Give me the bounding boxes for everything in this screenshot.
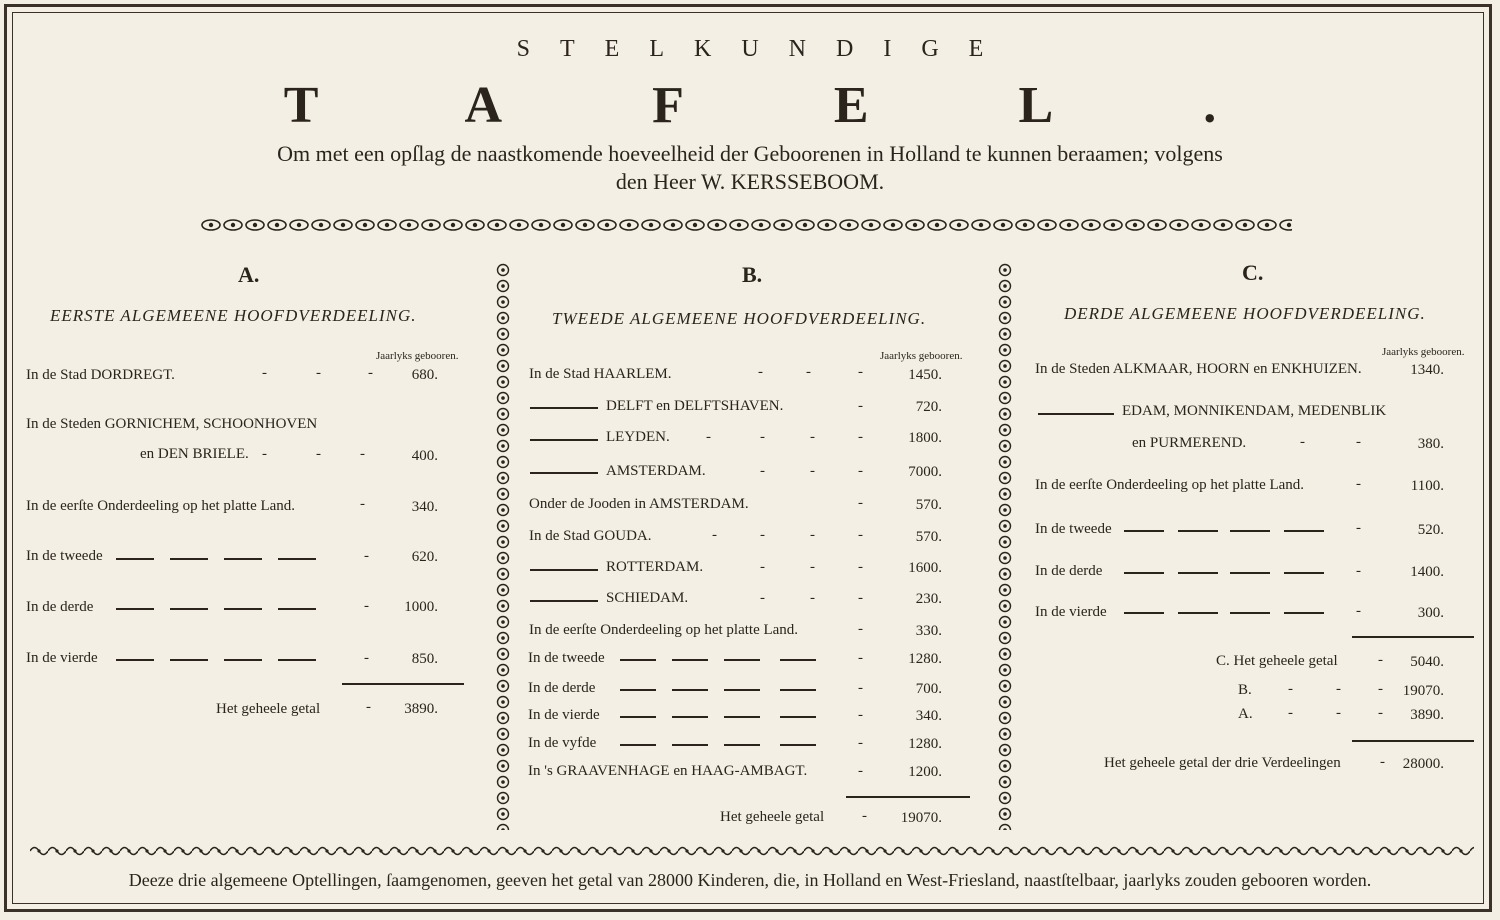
leader-dot: - — [810, 429, 815, 445]
col-b-row-value: 570. — [915, 529, 942, 545]
col-b-row-label: In 's GRAAVENHAGE en HAAG-AMBAGT. — [528, 763, 808, 779]
dash-rule — [1178, 612, 1218, 614]
col-b-heading: TWEEDE ALGEMEENE HOOFDVERDEELING. — [552, 309, 927, 328]
col-b-row-label: In de Stad GOUDA. — [529, 528, 652, 544]
col-a-row-label: In de derde — [26, 599, 94, 615]
leader-dot: - — [364, 650, 369, 666]
dash-rule — [780, 689, 816, 691]
leader-dot: - — [1378, 681, 1383, 697]
col-c-summary-value: 3890. — [1410, 707, 1444, 723]
col-a-row-label: en DEN BRIELE. — [140, 446, 249, 462]
col-a-row-label: In de eerſte Onderdeeling op het platte Land. — [26, 498, 296, 514]
col-b-row-label: Onder de Jooden in AMSTERDAM. — [529, 496, 749, 512]
leader-dot: - — [806, 364, 811, 380]
col-b-row-value: 340. — [915, 708, 942, 724]
col-a-row-value: 680. — [411, 367, 438, 383]
leader-dot: - — [858, 707, 863, 723]
left-column-divider — [494, 262, 512, 830]
leader-dot: - — [760, 590, 765, 606]
col-c-row-label: In de derde — [1035, 563, 1103, 579]
col-c-summary-label: C. Het geheele getal — [1216, 653, 1338, 669]
col-b-row-label: DELFT en DELFTSHAVEN. — [606, 398, 784, 414]
dash-rule — [224, 558, 262, 560]
leader-dot: - — [858, 463, 863, 479]
col-c-summary-label: B. — [1238, 682, 1252, 698]
subtitle-line-1: Om met een opſlag de naastkomende hoeveelheid der Geboorenen in Holland te kunnen beraamen; volgens — [277, 141, 1223, 166]
leader-dot: - — [1356, 563, 1361, 579]
dash-rule — [1124, 612, 1164, 614]
col-b-row-label: In de vyfde — [528, 735, 597, 751]
leader-dot: - — [810, 590, 815, 606]
leader-dot: - — [858, 429, 863, 445]
col-b-row-value: 230. — [915, 591, 942, 607]
leader-dot: - — [858, 763, 863, 779]
dash-rule — [1178, 530, 1218, 532]
col-c-summary-label: A. — [1238, 706, 1253, 722]
leader-dot: - — [858, 680, 863, 696]
col-c-value-header: Jaarlyks gebooren. — [1382, 346, 1465, 358]
col-a-row-label: In de tweede — [26, 548, 103, 564]
ornament-pattern-bottom — [30, 842, 1474, 860]
dash-rule — [672, 689, 708, 691]
col-b-row-value: 1280. — [908, 651, 942, 667]
dash-rule — [724, 659, 760, 661]
col-c-heading: DERDE ALGEMEENE HOOFDVERDEELING. — [1064, 304, 1426, 323]
leader-dot: - — [760, 463, 765, 479]
leader-dot: - — [364, 548, 369, 564]
leader-dot: - — [810, 527, 815, 543]
col-c-row-value: 380. — [1417, 436, 1444, 452]
col-b-row-value: 1450. — [908, 367, 942, 383]
subtitle-line-2: den Heer W. KERSSEBOOM. — [615, 169, 885, 194]
col-a-row-label: In de Steden GORNICHEM, SCHOONHOVEN — [26, 416, 318, 432]
dash-rule — [170, 558, 208, 560]
right-column-divider — [996, 262, 1014, 830]
col-b-row-value: 330. — [915, 623, 942, 639]
leader-dot: - — [1380, 754, 1385, 770]
leader-dot: - — [1378, 705, 1383, 721]
title-main: TAFEL. — [283, 77, 1367, 134]
col-b-row-label: In de eerſte Onderdeeling op het platte Land. — [529, 622, 799, 638]
leader-dot: - — [810, 463, 815, 479]
col-a-row-value: 620. — [411, 549, 438, 565]
dash-rule — [1284, 530, 1324, 532]
col-b-row-value: 1600. — [908, 560, 942, 576]
leader-dot: - — [1288, 681, 1293, 697]
leader-dot: - — [858, 398, 863, 414]
leader-dot: - — [760, 559, 765, 575]
dash-rule — [1284, 612, 1324, 614]
dash-rule — [116, 659, 154, 661]
leader-dot: - — [858, 364, 863, 380]
col-c-row-label: EDAM, MONNIKENDAM, MEDENBLIK — [1122, 403, 1387, 419]
col-c-row-value: 1400. — [1410, 564, 1444, 580]
leader-dot: - — [316, 365, 321, 381]
ditto-rule — [530, 600, 598, 602]
col-a-row-label: In de Stad DORDREGT. — [26, 367, 175, 383]
sum-rule — [846, 796, 970, 798]
dash-rule — [1124, 530, 1164, 532]
ditto-rule — [530, 407, 598, 409]
dash-rule — [224, 608, 262, 610]
dash-rule — [1230, 572, 1270, 574]
col-b-row-value: 570. — [915, 497, 942, 513]
col-b-row-label: In de derde — [528, 680, 596, 696]
ditto-rule — [530, 472, 598, 474]
top-ornament — [200, 214, 1292, 236]
col-c-row-label: In de tweede — [1035, 521, 1112, 537]
leader-dot: - — [262, 446, 267, 462]
col-a-row-value: 850. — [411, 651, 438, 667]
col-b-value-header: Jaarlyks gebooren. — [880, 350, 963, 362]
col-c-row-value: 1100. — [1410, 478, 1444, 494]
leader-dot: - — [858, 735, 863, 751]
leader-dot: - — [1356, 476, 1361, 492]
col-b-total-label: Het geheele getal — [720, 809, 825, 825]
leader-dot: - — [1356, 434, 1361, 450]
leader-dot: - — [810, 559, 815, 575]
dash-rule — [224, 659, 262, 661]
leader-dot: - — [364, 598, 369, 614]
dash-rule — [620, 659, 656, 661]
dash-rule — [1178, 572, 1218, 574]
col-a-value-header: Jaarlyks gebooren. — [376, 350, 459, 362]
ornament-pattern — [200, 214, 1292, 236]
leader-dot: - — [1336, 705, 1341, 721]
title-top: STELKUNDIGE — [516, 36, 1014, 62]
leader-dot: - — [858, 590, 863, 606]
col-c-row-label: In de eerſte Onderdeeling op het platte Land. — [1035, 477, 1305, 493]
dash-rule — [1124, 572, 1164, 574]
col-b-row-value: 1200. — [908, 764, 942, 780]
col-c-letter: C. — [1242, 260, 1264, 285]
leader-dot: - — [368, 365, 373, 381]
col-b-letter: B. — [742, 262, 763, 287]
col-a-row-value: 400. — [411, 448, 438, 464]
ditto-rule — [1038, 413, 1114, 415]
dash-rule — [620, 689, 656, 691]
bottom-ornament — [30, 842, 1474, 860]
col-c-grand-value: 28000. — [1402, 756, 1444, 772]
col-b-row-label: LEYDEN. — [606, 429, 670, 445]
col-c-summary-value: 5040. — [1410, 654, 1444, 670]
col-b-row-label: ROTTERDAM. — [606, 559, 704, 575]
leader-dot: - — [366, 699, 371, 715]
col-b-row-value: 7000. — [908, 464, 942, 480]
dash-rule — [672, 659, 708, 661]
col-a-row-value: 1000. — [404, 599, 438, 615]
dash-rule — [170, 608, 208, 610]
dash-rule — [724, 716, 760, 718]
leader-dot: - — [1378, 652, 1383, 668]
leader-dot: - — [360, 446, 365, 462]
dash-rule — [620, 716, 656, 718]
footer-text: Deeze drie algemeene Optellingen, ſaamgenomen, geeven het getal van 28000 Kinderen, die, in Holland en West-Friesland, naastſtelbaar, jaarlyks zouden gebooren worden. — [128, 870, 1372, 890]
col-c-row-label: In de vierde — [1035, 604, 1107, 620]
leader-dot: - — [858, 527, 863, 543]
dash-rule — [724, 744, 760, 746]
col-a-row-value: 340. — [411, 499, 438, 515]
col-c-summary-value: 19070. — [1402, 683, 1444, 699]
subtitle — [0, 140, 1500, 196]
col-b-row-label: AMSTERDAM. — [606, 463, 706, 479]
dash-rule — [620, 744, 656, 746]
divider-pattern — [996, 262, 1014, 830]
leader-dot: - — [1300, 434, 1305, 450]
col-a-total-label: Het geheele getal — [216, 701, 321, 717]
col-a-letter: A. — [238, 262, 260, 287]
dash-rule — [724, 689, 760, 691]
dash-rule — [1230, 612, 1270, 614]
ditto-rule — [530, 439, 598, 441]
dash-rule — [780, 744, 816, 746]
col-b-row-label: SCHIEDAM. — [606, 590, 689, 606]
col-c-row-value: 520. — [1417, 522, 1444, 538]
leader-dot: - — [862, 808, 867, 824]
col-c-row-label: en PURMEREND. — [1132, 435, 1247, 451]
col-b-row-value: 1800. — [908, 430, 942, 446]
col-c-row-value: 300. — [1417, 605, 1444, 621]
leader-dot: - — [760, 429, 765, 445]
dash-rule — [672, 744, 708, 746]
sum-rule — [342, 683, 464, 685]
col-c-row-label: In de Steden ALKMAAR, HOORN en ENKHUIZEN. — [1035, 361, 1362, 377]
leader-dot: - — [262, 365, 267, 381]
leader-dot: - — [1356, 603, 1361, 619]
dash-rule — [672, 716, 708, 718]
col-a-row-label: In de vierde — [26, 650, 98, 666]
leader-dot: - — [758, 364, 763, 380]
leader-dot: - — [1336, 681, 1341, 697]
col-c-grand-label: Het geheele getal der drie Verdeelingen — [1104, 755, 1341, 771]
col-b-row-label: In de vierde — [528, 707, 600, 723]
ditto-rule — [530, 569, 598, 571]
dash-rule — [278, 558, 316, 560]
leader-dot: - — [706, 429, 711, 445]
dash-rule — [170, 659, 208, 661]
leader-dot: - — [360, 496, 365, 512]
leader-dot: - — [1288, 705, 1293, 721]
dash-rule — [278, 608, 316, 610]
leader-dot: - — [858, 559, 863, 575]
leader-dot: - — [760, 527, 765, 543]
col-b-row-label: In de tweede — [528, 650, 605, 666]
leader-dot: - — [858, 495, 863, 511]
sum-rule — [1352, 636, 1474, 638]
col-a-heading: EERSTE ALGEMEENE HOOFDVERDEELING. — [50, 306, 417, 325]
leader-dot: - — [316, 446, 321, 462]
col-b-row-label: In de Stad HAARLEM. — [529, 366, 672, 382]
dash-rule — [780, 716, 816, 718]
leader-dot: - — [1356, 520, 1361, 536]
dash-rule — [1284, 572, 1324, 574]
dash-rule — [278, 659, 316, 661]
col-b-row-value: 720. — [915, 399, 942, 415]
leader-dot: - — [712, 527, 717, 543]
leader-dot: - — [858, 650, 863, 666]
col-b-row-value: 700. — [915, 681, 942, 697]
divider-pattern — [494, 262, 512, 830]
dash-rule — [116, 608, 154, 610]
col-b-row-value: 1280. — [908, 736, 942, 752]
leader-dot: - — [858, 621, 863, 637]
col-b-total-value: 19070. — [900, 810, 942, 826]
dash-rule — [780, 659, 816, 661]
col-c-row-value: 1340. — [1410, 362, 1444, 378]
col-a-total-value: 3890. — [404, 701, 438, 717]
grand-sum-rule — [1352, 740, 1474, 742]
dash-rule — [1230, 530, 1270, 532]
dash-rule — [116, 558, 154, 560]
